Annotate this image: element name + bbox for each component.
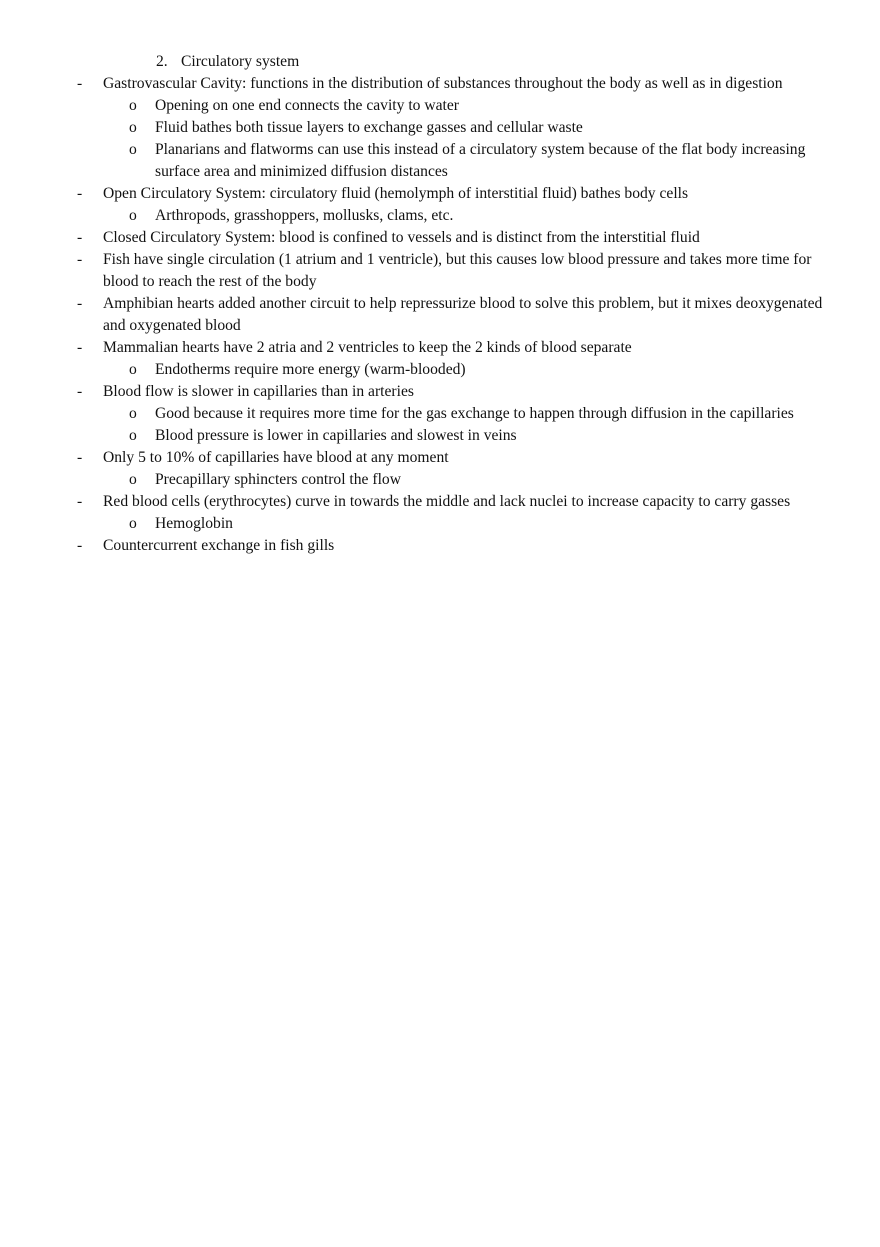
circle-bullet-marker: o	[129, 427, 137, 444]
list-item-text: Gastrovascular Cavity: functions in the distribution of substances throughout the body as well as in digestion	[103, 75, 783, 92]
sub-list-item	[0, 139, 880, 183]
circle-bullet-marker: o	[129, 207, 137, 224]
list-item	[0, 293, 880, 337]
list-item	[0, 337, 880, 359]
section-title: Circulatory system	[181, 53, 300, 70]
dash-marker: -	[77, 339, 83, 356]
dash-marker: -	[77, 537, 83, 554]
section-heading	[0, 51, 880, 73]
list-item-text: Blood flow is slower in capillaries than in arteries	[103, 383, 414, 400]
sub-list-item	[0, 469, 880, 491]
dash-marker: -	[77, 449, 83, 466]
list-item-text: Red blood cells (erythrocytes) curve in towards the middle and lack nuclei to increase capacity to carry gasses	[103, 493, 791, 510]
circle-bullet-marker: o	[129, 119, 137, 136]
dash-marker: -	[77, 229, 83, 246]
sub-list-item	[0, 117, 880, 139]
list-item-text: Fish have single circulation (1 atrium and 1 ventricle), but this causes low blood pressure and takes more time for blood to reach the rest of the body	[103, 251, 812, 290]
dash-marker: -	[77, 493, 83, 510]
circle-bullet-marker: o	[129, 471, 137, 488]
list-item-text: Open Circulatory System: circulatory fluid (hemolymph of interstitial fluid) bathes body cells	[103, 185, 689, 202]
circle-bullet-marker: o	[129, 515, 137, 532]
sub-list-item-text: Good because it requires more time for the gas exchange to happen through diffusion in the capillaries	[155, 405, 794, 422]
notes-list	[0, 73, 880, 557]
list-item-text: Countercurrent exchange in fish gills	[103, 537, 335, 554]
dash-marker: -	[77, 185, 83, 202]
list-item	[0, 227, 880, 249]
circle-bullet-marker: o	[129, 361, 137, 378]
list-item	[0, 381, 880, 403]
list-item	[0, 183, 880, 205]
dash-marker: -	[77, 295, 83, 312]
sub-list-item-text: Precapillary sphincters control the flow	[155, 471, 401, 488]
sub-list-item-text: Fluid bathes both tissue layers to exchange gasses and cellular waste	[155, 119, 583, 136]
list-item	[0, 535, 880, 557]
sub-list-item-text: Blood pressure is lower in capillaries and slowest in veins	[155, 427, 517, 444]
list-item	[0, 447, 880, 469]
sub-list-item-text: Planarians and flatworms can use this instead of a circulatory system because of the flat body increasing surface area and minimized diffusion distances	[155, 141, 806, 180]
dash-marker: -	[77, 75, 83, 92]
dash-marker: -	[77, 383, 83, 400]
document-page	[0, 51, 880, 557]
list-item-text: Closed Circulatory System: blood is confined to vessels and is distinct from the interstitial fluid	[103, 229, 700, 246]
sub-list-item	[0, 359, 880, 381]
list-item	[0, 491, 880, 513]
sub-list-item	[0, 513, 880, 535]
sub-list-item	[0, 95, 880, 117]
list-item-text: Amphibian hearts added another circuit to help repressurize blood to solve this problem, but it mixes deoxygenated and oxygenated blood	[103, 295, 823, 334]
sub-list-item-text: Opening on one end connects the cavity to water	[155, 97, 459, 114]
sub-list-item-text: Hemoglobin	[155, 515, 233, 532]
circle-bullet-marker: o	[129, 97, 137, 114]
list-item-text: Mammalian hearts have 2 atria and 2 ventricles to keep the 2 kinds of blood separate	[103, 339, 632, 356]
list-item	[0, 73, 880, 95]
sub-list-item-text: Endotherms require more energy (warm-blooded)	[155, 361, 466, 378]
sub-list-item	[0, 403, 880, 425]
circle-bullet-marker: o	[129, 141, 137, 158]
sub-list-item-text: Arthropods, grasshoppers, mollusks, clams, etc.	[155, 207, 454, 224]
list-item	[0, 249, 880, 293]
circle-bullet-marker: o	[129, 405, 137, 422]
section-number: 2.	[156, 53, 168, 70]
sub-list-item	[0, 205, 880, 227]
sub-list-item	[0, 425, 880, 447]
list-item-text: Only 5 to 10% of capillaries have blood at any moment	[103, 449, 449, 466]
dash-marker: -	[77, 251, 83, 268]
